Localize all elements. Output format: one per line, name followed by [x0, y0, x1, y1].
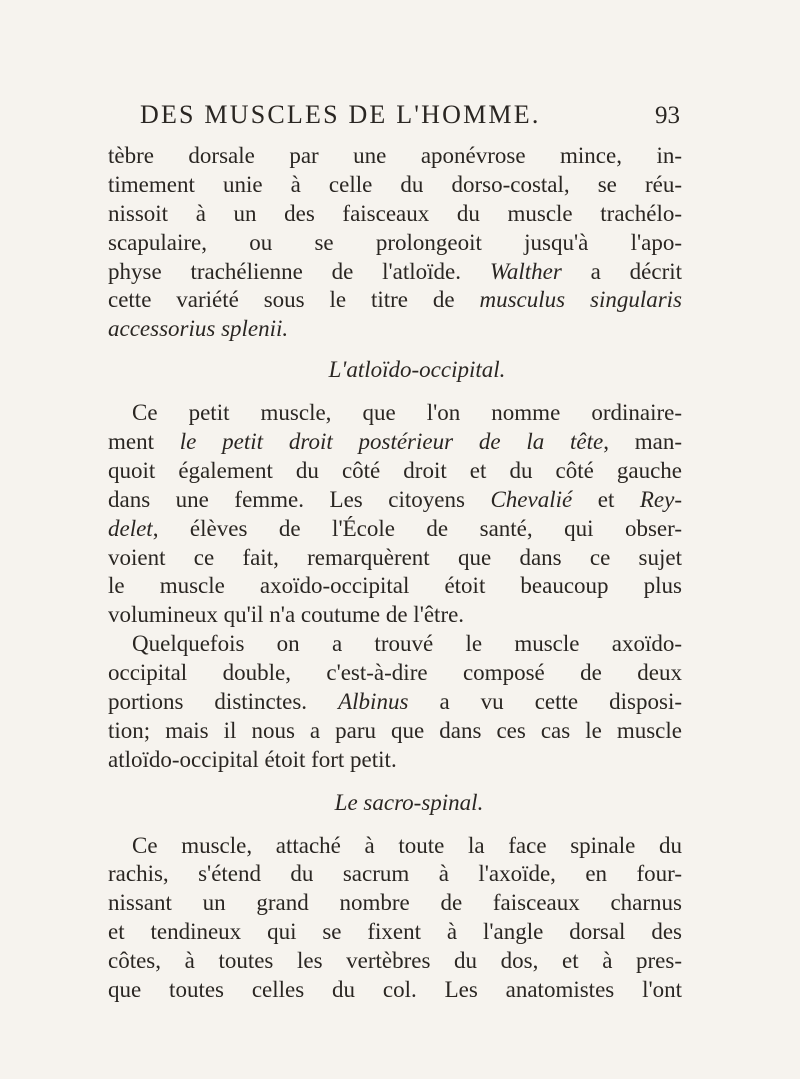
text-line: Ce petit muscle, que l'on nomme ordinaire- — [132, 400, 682, 426]
text-line: dans une femme. Les citoyens Chevalié et Rey- — [108, 486, 683, 512]
text-line: cette variété sous le titre de musculus singularis — [108, 287, 683, 313]
author-name: Chevalié — [490, 486, 573, 512]
text-line: tion; mais il nous a paru que dans ces cas le muscle — [108, 717, 682, 743]
latin-term: accessorius splenii. — [108, 316, 289, 342]
text-line: portions distinctes. Albinus a vu cette disposi- — [108, 689, 683, 715]
text-line: que toutes celles du col. Les anatomistes l'ont — [108, 977, 682, 1003]
text-line: nissoit à un des faisceaux du muscle trachélo- — [108, 200, 682, 226]
text-line: rachis, s'étend du sacrum à l'axoïde, en four- — [108, 861, 682, 887]
text-line: le muscle axoïdo-occipital étoit beaucoup plus — [108, 573, 682, 599]
page-number: 93 — [655, 102, 680, 129]
body-text — [108, 142, 682, 1005]
text-line: côtes, à toutes les vertèbres du dos, et à pres- — [108, 948, 682, 974]
text-line: occipital double, c'est-à-dire composé de deux — [108, 660, 682, 686]
text-line: et tendineux qui se fixent à l'angle dorsal des — [108, 919, 682, 945]
text-line — [108, 315, 682, 344]
running-head: DES MUSCLES DE L'HOMME. — [140, 100, 541, 129]
text-line: scapulaire, ou se prolongeoit jusqu'à l'apo- — [108, 229, 682, 255]
section-heading: Le sacro-spinal. — [334, 789, 484, 815]
text-line: atloïdo-occipital étoit fort petit. — [108, 746, 397, 772]
author-name: Walther — [489, 258, 562, 284]
text-line: voient ce fait, remarquèrent que dans ce sujet — [108, 544, 682, 570]
section-heading: L'atloïdo-occipital. — [328, 357, 506, 383]
text-line: nissant un grand nombre de faisceaux charnus — [108, 890, 682, 916]
text-line: Quelquefois on a trouvé le muscle axoïdo- — [132, 631, 682, 657]
latin-term: musculus singularis — [479, 287, 683, 313]
author-name: Rey- — [639, 486, 683, 512]
author-name: Albinus — [338, 689, 409, 715]
text-line: physe trachélienne de l'atloïde. Walther a décrit — [108, 258, 683, 284]
page-header — [140, 100, 680, 140]
latin-term: le petit droit postérieur de la tête — [179, 429, 604, 455]
text-line: volumineux qu'il n'a coutume de l'être. — [108, 602, 465, 628]
author-name: delet — [108, 515, 153, 541]
text-line: delet, élèves de l'École de santé, qui obser- — [108, 515, 682, 541]
text-line: Ce muscle, attaché à toute la face spinale du — [132, 832, 682, 858]
text-line: timement unie à celle du dorso-costal, se réu- — [108, 171, 682, 197]
text-line: tèbre dorsale par une aponévrose mince, in- — [108, 143, 682, 168]
text-line: ment le petit droit postérieur de la tête, man- — [108, 429, 683, 455]
text-line: quoit également du côté droit et du côté gauche — [108, 457, 682, 483]
